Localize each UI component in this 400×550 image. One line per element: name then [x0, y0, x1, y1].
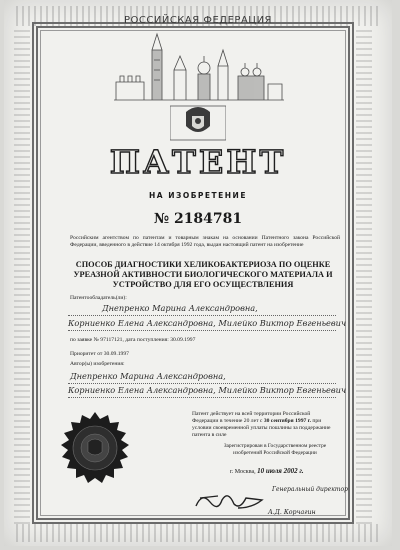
country-name: РОССИЙСКАЯ ФЕДЕРАЦИЯ: [124, 15, 272, 26]
author-rule-2: [68, 397, 336, 398]
preamble-text: Российским агентством по патентам и товарным знакам на основании Патентного закона Российской Федерации, введенного в действие 14 октября 1992 года, выдан настоящий патент на изобретение: [70, 235, 340, 248]
border-ornament-left: [14, 28, 30, 524]
signatory-name: А.Д. Корчагин: [268, 509, 316, 516]
invention-title: СПОСОБ ДИАГНОСТИКИ ХЕЛИКОБАКТЕРИОЗА ПО ОЦЕНКЕ УРЕАЗНОЙ АКТИВНОСТИ БИОЛОГИЧЕСКОГО МАТЕРИАЛА И УСТРОЙСТВО ДЛЯ ЕГО ОСУЩЕСТВЛЕНИЯ: [73, 260, 333, 289]
owner-line-2: Корниенко Елена Александровна, Милейко Виктор Евгеньевич: [68, 318, 347, 328]
owner-line-1: Днепренко Марина Александровна,: [102, 303, 258, 313]
owner-rule-1: [68, 315, 336, 316]
patent-number: № 2184781: [153, 211, 243, 227]
registry-statement: Зарегистрирован в Государственном реестре изобретений Российской Федерации: [223, 443, 327, 456]
author-rule-1: [68, 383, 336, 384]
handwritten-signature: [192, 488, 272, 514]
kremlin-illustration: [114, 30, 284, 102]
authors-label: Автор(ы) изобретения:: [70, 361, 125, 367]
validity-notice: [192, 411, 332, 439]
official-seal: [56, 412, 134, 486]
validity-notice-part2: при условии своевременной уплаты пошлины за поддержание патента в силе: [192, 418, 331, 438]
document-title: ПАТЕНТ: [109, 143, 287, 181]
coat-of-arms-emblem: [170, 102, 226, 142]
author-line-2: Корниенко Елена Александровна, Милейко Виктор Евгеньевич: [68, 385, 347, 395]
validity-start-date: 30 сентября 1997 г.: [263, 418, 311, 424]
border-ornament-bottom: [16, 524, 380, 542]
signatory-title: Генеральный директор: [272, 486, 348, 493]
issue-date-line: [230, 467, 304, 475]
owner-rule-2: [68, 330, 336, 331]
priority-date: Приоритет от 30.09.1997: [70, 351, 129, 357]
issue-date: 10 июля 2002 г.: [257, 467, 304, 475]
validity-notice-part1: Патент действует на всей территории Российской Федерации в течение 20 лет с: [192, 411, 311, 424]
application-info: по заявке № 97117121, дата поступления: 30.09.1997: [70, 337, 196, 343]
owners-label: Патентообладатель(ли):: [70, 295, 127, 301]
author-line-1: Днепренко Марина Александровна,: [70, 371, 226, 381]
border-ornament-right: [356, 28, 372, 524]
patent-certificate: [4, 0, 392, 546]
document-subtitle: НА ИЗОБРЕТЕНИЕ: [149, 191, 247, 200]
issue-city: г. Москва,: [230, 469, 256, 475]
